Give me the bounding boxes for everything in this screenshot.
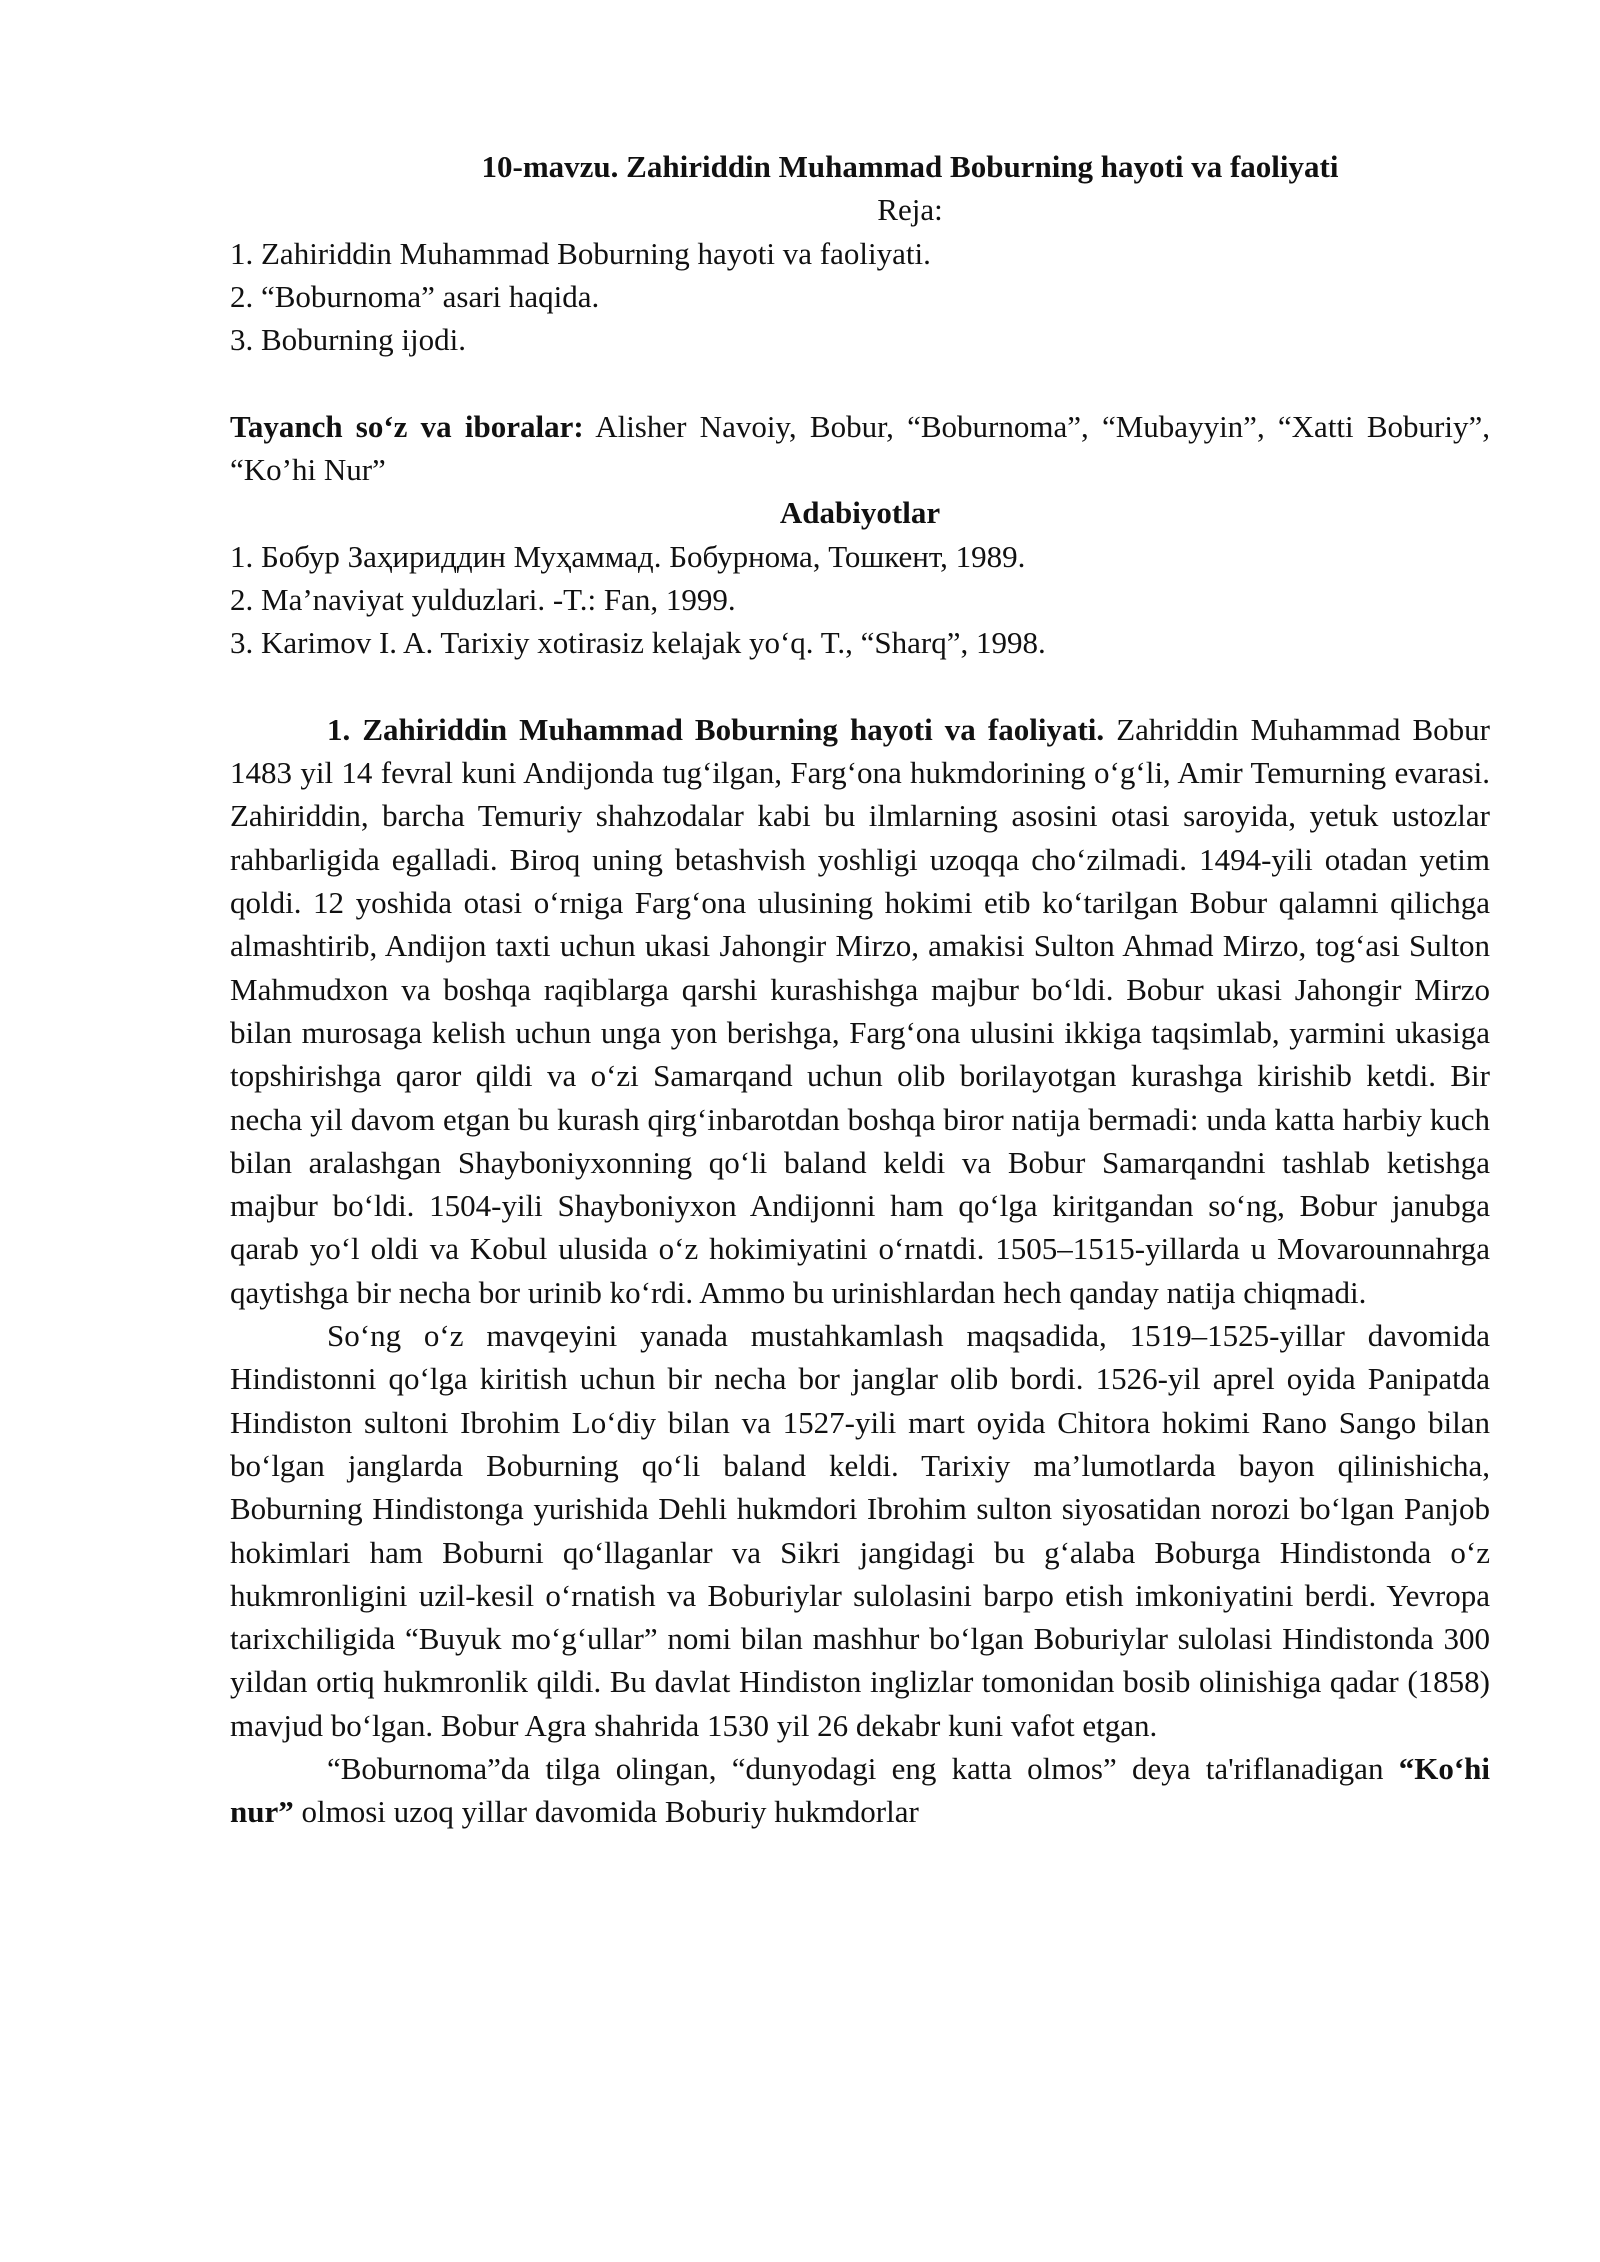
- keywords-text: Alisher Navoiy, Bobur, “Boburnoma”, “Mubayyin”, “Xatti Boburiy”, “Ko’hi Nur”: [230, 408, 1490, 488]
- section1-paragraph1-text: Zahriddin Muhammad Bobur 1483 yil 14 fevral kuni Andijonda tug‘ilgan, Farg‘ona hukmdorining o‘g‘li, Amir Temurning evarasi. Zahiriddin, barcha Temuriy shahzodalar kabi bu ilmlarning asosini otasi saroyida, yetuk ustozlar rahbarligida egalladi. Biroq uning betashvish yoshligi uzoqqa cho‘zilmadi. 1494-yili otadan yetim qoldi. 12 yoshida otasi o‘rniga Farg‘ona ulusining hokimi etib ko‘tarilgan Bobur qalamni qilichga almashtirib, Andijon taxti uchun ukasi Jahongir Mirzo, amakisi Sulton Ahmad Mirzo, tog‘asi Sulton Mahmudxon va boshqa raqiblarga qarshi kurashishga majbur bo‘ldi. Bobur ukasi Jahongir Mirzo bilan murosaga kelish uchun unga yon berishga, Farg‘ona ulusini ikkiga taqsimlab, yarmini ukasiga topshirishga qaror qildi va o‘zi Samarqand uchun olib borilayotgan kurashga kirishib ketdi. Bir necha yil davom etgan bu kurash qirg‘inbarotdan boshqa biror natija bermadi: unda katta harbiy kuch bilan aralashgan Shayboniyxonning qo‘li baland keldi va Bobur Samarqandni tashlab ketishga majbur bo‘ldi. 1504-yili Shayboniyxon Andijonni ham qo‘lga kiritgandan so‘ng, Bobur janubga qarab yo‘l oldi va Kobul ulusida o‘z hokimiyatini o‘rnatdi. 1505–1515-yillarda u Movarounnahrga qaytishga bir necha bor urinib ko‘rdi. Ammo bu urinishlardan hech qanday natija chiqmadi.: [230, 711, 1490, 1310]
- keywords-paragraph: [230, 405, 1490, 492]
- section1-paragraph1: [230, 708, 1490, 1314]
- keywords-label: Tayanch so‘z va iboralar:: [230, 408, 584, 444]
- section1-paragraph2: So‘ng o‘z mavqeyini yanada mustahkamlash maqsadida, 1519–1525-yillar davomida Hindistonni qo‘lga kiritish uchun bir necha bor janglar olib bordi. 1526-yil aprel oyida Panipatda Hindiston sultoni Ibrohim Lo‘diy bilan va 1527-yili mart oyida Chitora hokimi Rano Sango bilan bo‘lgan janglarda Boburning qo‘li baland keldi. Tarixiy ma’lumotlarda bayon qilinishicha, Boburning Hindistonga yurishida Dehli hukmdori Ibrohim sulton siyosatidan norozi bo‘lgan Panjob hokimlari ham Boburni qo‘llaganlar va Sikri jangidagi bu g‘alaba Boburga Hindistonda o‘z hukmronligini uzil-kesil o‘rnatish va Boburiylar sulolasini barpo etish imkoniyatini berdi. Yevropa tarixchiligida “Buyuk mo‘g‘ullar” nomi bilan mashhur bo‘lgan Boburiylar sulolasi Hindistonda 300 yildan ortiq hukmronlik qildi. Bu davlat Hindiston inglizlar tomonidan bosib olinishiga qadar (1858) mavjud bo‘lgan. Bobur Agra shahrida 1530 yil 26 dekabr kuni vafot etgan.: [230, 1318, 1490, 1743]
- literature-heading: Adabiyotlar: [779, 495, 941, 531]
- document-page: [230, 145, 1490, 1834]
- document-title: 10-mavzu. Zahiriddin Muhammad Boburning hayoti va faoliyati: [481, 149, 1339, 184]
- plan-item: 2. “Boburnoma” asari haqida.: [230, 278, 600, 314]
- spacer: [230, 361, 1490, 404]
- kohinur-term: “Ko‘hi nur”: [230, 1750, 1490, 1830]
- literature-item: 3. Karimov I. A. Tarixiy xotirasiz kelajak yo‘q. T., “Sharq”, 1998.: [230, 625, 1046, 661]
- literature-item: 1. Бобур Заҳириддин Муҳаммад. Бобурнома, Тошкент, 1989.: [230, 538, 1026, 574]
- section1-heading: 1. Zahiriddin Muhammad Boburning hayoti va faoliyati.: [327, 711, 1105, 747]
- plan-heading: Reja:: [877, 192, 943, 228]
- literature-item: 2. Ma’naviyat yulduzlari. -T.: Fan, 1999.: [230, 581, 736, 617]
- spacer: [230, 665, 1490, 708]
- paragraph3-end: olmosi uzoq yillar davomida Boburiy hukmdorlar: [293, 1794, 919, 1830]
- plan-item: 1. Zahiriddin Muhammad Boburning hayoti va faoliyati.: [230, 235, 931, 271]
- paragraph3-start: “Boburnoma”da tilga olingan, “dunyodagi eng katta olmos” deya ta'riflanadigan: [327, 1750, 1399, 1786]
- plan-item: 3. Boburning ijodi.: [230, 322, 466, 358]
- section1-paragraph3: [230, 1747, 1490, 1834]
